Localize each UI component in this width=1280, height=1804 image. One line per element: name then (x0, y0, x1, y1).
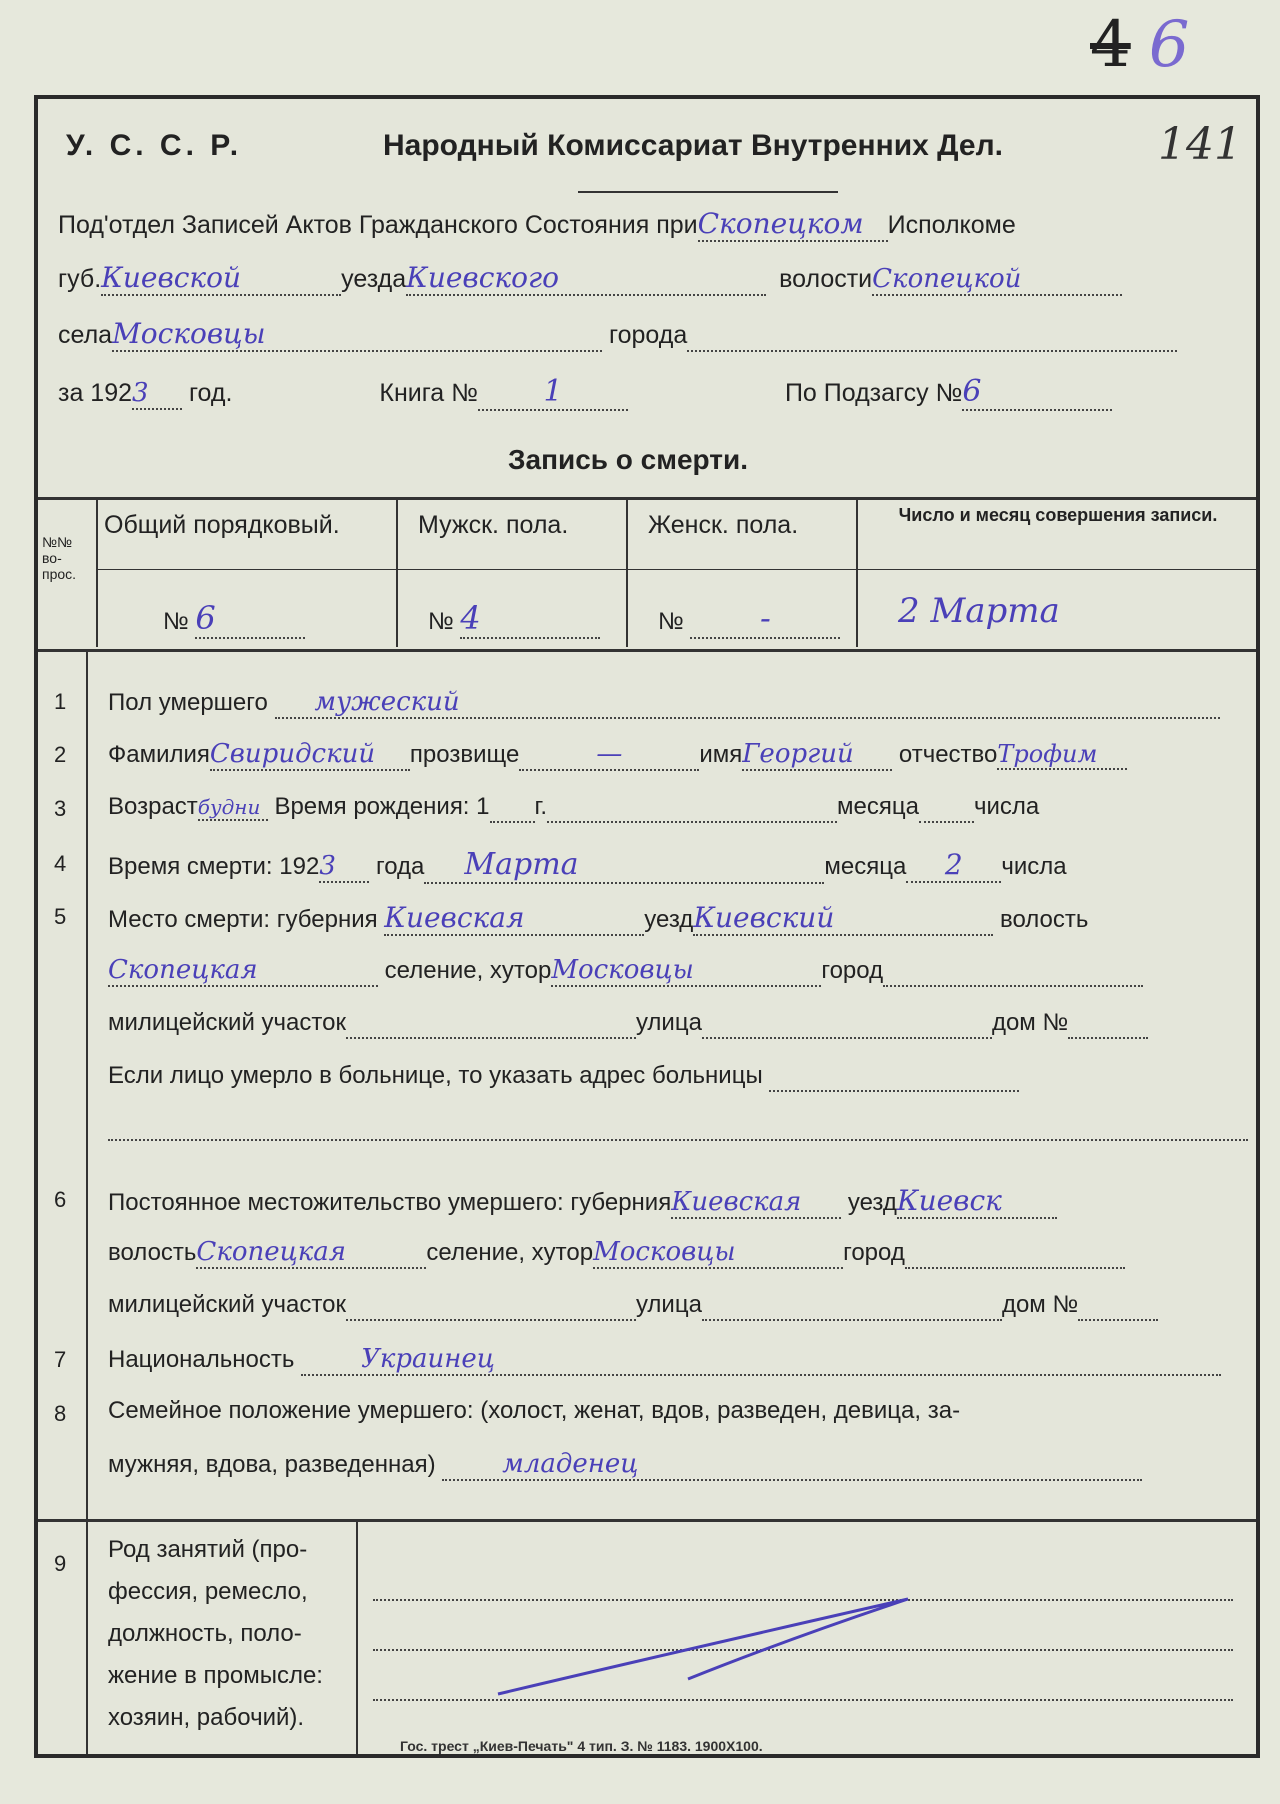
occupation-label-4: жение в промысле: (108, 1662, 323, 1689)
death-place-label: Место смерти: губерния (108, 906, 378, 933)
male-value: 4 (460, 599, 600, 639)
first-name-label: имя (699, 741, 743, 768)
podzags-handwritten: 6 (962, 374, 1112, 411)
family-status-line-2 (108, 1449, 1142, 1481)
table-divider (96, 497, 98, 647)
residence-line (108, 1184, 1057, 1219)
date-header: Число и месяц совершения записи. (898, 505, 1218, 525)
day-label: числа (1001, 853, 1067, 880)
death-time-label: Время смерти: 192 (108, 853, 320, 880)
department-line (58, 207, 1016, 242)
month-label: месяца (837, 793, 919, 820)
corner-number: 6 (1148, 8, 1190, 82)
page-number-handwritten: 141 (1158, 119, 1242, 170)
department-prefix: Под'отдел Записей Актов Гражданского Состояния при (58, 211, 698, 239)
general-number-header: Общий порядковый. (104, 511, 340, 539)
question-column-rule (86, 649, 88, 1754)
nationality-value: Украинец (301, 1344, 1221, 1376)
house-label: дом № (1001, 1291, 1079, 1318)
street-label: улица (635, 1291, 702, 1318)
death-volost-value: Скопецкая (108, 955, 378, 987)
corner-strike-number: 4 (1090, 8, 1131, 82)
residence-gub-value: Киевская (671, 1187, 841, 1219)
birth-day-blank (919, 793, 974, 823)
residence-house-blank (1078, 1291, 1158, 1321)
surname-label: Фамилия (108, 741, 210, 768)
q-number: 6 (54, 1187, 67, 1212)
kniga-label: Книга № (379, 379, 478, 407)
patronymic-label: отчество (898, 741, 998, 768)
residence-city-blank (905, 1239, 1125, 1269)
street-label: улица (635, 1009, 702, 1036)
hospital-line (108, 1062, 1019, 1092)
death-day-value: 2 (906, 848, 1001, 883)
death-militia-line (108, 1009, 1148, 1039)
selo-label: села (58, 321, 113, 349)
table-mid-rule (96, 569, 1256, 570)
gub-line (58, 261, 1122, 296)
table-divider (856, 497, 858, 647)
section-9-rule (38, 1519, 1256, 1522)
birth-year-blank (490, 793, 535, 823)
record-title: Запись о смерти. (508, 444, 748, 475)
nationality-line (108, 1344, 1221, 1376)
residence-label: Постоянное местожительство умершего: губерния (108, 1189, 672, 1216)
podzags-label: По Подзагсу № (784, 379, 963, 407)
nickname-value: — (519, 739, 699, 771)
family-status-line (108, 1397, 960, 1425)
volost-label: волости (779, 265, 873, 293)
age-value: будни (198, 795, 268, 821)
no-label: № (658, 608, 684, 635)
house-label: дом № (991, 1009, 1069, 1036)
male-cell (428, 599, 600, 639)
day-label: числа (973, 793, 1040, 820)
residence-street-blank (702, 1291, 1002, 1321)
no-label: № (428, 608, 454, 635)
residence-village-value: Московцы (593, 1237, 843, 1269)
department-suffix: Исполкоме (887, 211, 1016, 239)
militia-label: милицейский участок (108, 1009, 346, 1036)
death-city-blank (883, 957, 1143, 987)
sex-line (108, 687, 1220, 719)
uezd-label: уезда (341, 265, 407, 293)
q-number: 1 (54, 689, 67, 714)
no-label: № (163, 608, 189, 635)
sex-label: Пол умершего (108, 689, 268, 716)
q-number: 9 (54, 1551, 67, 1576)
militia-label: милицейский участок (108, 1291, 346, 1318)
family-status-label: Семейное положение умершего: (холост, женат, вдов, разведен, девица, за- (108, 1397, 961, 1424)
table-divider (396, 497, 398, 647)
q-number: 4 (54, 851, 67, 876)
volost-label: волость (108, 1239, 197, 1266)
year-suffix: год. (188, 379, 233, 407)
residence-militia-blank (346, 1291, 636, 1321)
hospital-blank (769, 1062, 1019, 1092)
department-handwritten: Скопецком (698, 207, 888, 242)
city-label: город (843, 1239, 905, 1266)
death-month-value: Марта (424, 847, 824, 884)
nationality-label: Национальность (108, 1346, 295, 1373)
family-status-value: младенец (442, 1449, 1142, 1481)
commissariat-heading: Народный Комиссариат Внутренних Дел. (383, 129, 1003, 162)
occupation-label-1: Род занятий (про- (108, 1536, 308, 1563)
death-place-line-2 (108, 955, 1143, 987)
hospital-blank-2 (108, 1111, 1248, 1141)
q-number: 7 (54, 1347, 67, 1372)
q-number: 8 (54, 1401, 67, 1426)
question-number-header: №№ во-прос. (42, 534, 77, 582)
death-gub-value: Киевская (384, 901, 644, 936)
gub-label: губ. (58, 265, 102, 293)
volost-handwritten: Скопецкой (872, 264, 1122, 296)
occupation-label-2: фессия, ремесло, (108, 1578, 308, 1605)
surname-value: Свиридский (210, 739, 410, 771)
date-value: 2 Марта (898, 591, 1060, 631)
death-year-value: 3 (319, 851, 369, 883)
female-header: Женск. пола. (648, 511, 799, 539)
residence-line-2 (108, 1237, 1125, 1269)
death-uezd-value: Киевский (693, 901, 993, 936)
age-line (108, 793, 1039, 823)
residence-volost-value: Скопецкая (196, 1237, 426, 1269)
village-label: селение, хутор (384, 957, 552, 984)
birth-label: Время рождения: 1 (274, 793, 490, 820)
patronymic-value: Трофим (997, 740, 1127, 770)
general-number-cell (163, 599, 305, 639)
ussr-heading: У. С. С. Р. (66, 129, 243, 162)
gorod-label: города (609, 321, 688, 349)
q-number: 3 (54, 796, 67, 821)
table-top-rule (38, 497, 1256, 500)
male-header: Мужск. пола. (418, 511, 569, 539)
uezd-handwritten: Киевского (406, 261, 766, 296)
death-village-value: Московцы (551, 955, 821, 987)
header-rule (578, 191, 838, 193)
female-cell (658, 599, 840, 639)
family-status-label-2: мужняя, вдова, разведенная) (108, 1451, 436, 1478)
occupation-dash-stroke (488, 1579, 988, 1709)
village-label: селение, хутор (426, 1239, 594, 1266)
table-divider (626, 497, 628, 647)
selo-handwritten: Московцы (112, 317, 602, 352)
selo-line (58, 317, 1177, 352)
table-bottom-rule (38, 649, 1256, 652)
age-label: Возраст (108, 793, 198, 820)
goda-label: года (375, 853, 425, 880)
year-label: за 192 (58, 379, 133, 407)
gub-handwritten: Киевской (101, 261, 341, 296)
uezd-label: уезд (847, 1189, 897, 1216)
gorod-blank (687, 321, 1177, 352)
occupation-label-5: хозяин, рабочий). (108, 1704, 305, 1731)
kniga-handwritten: 1 (478, 374, 628, 411)
year-abbr-label: г. (534, 793, 547, 820)
hospital-line-2 (108, 1111, 1248, 1141)
corner-archive-mark (1090, 8, 1189, 82)
city-label: город (821, 957, 884, 984)
female-value: - (690, 599, 840, 639)
nickname-label: прозвище (409, 741, 520, 768)
year-line (58, 374, 1112, 411)
year-handwritten: 3 (132, 378, 182, 410)
q-number: 5 (54, 904, 67, 929)
death-record-form (34, 95, 1260, 1758)
first-name-value: Георгий (742, 739, 892, 771)
death-time-line (108, 847, 1067, 884)
section-9-divider (356, 1519, 358, 1754)
month-label: месяца (824, 853, 907, 880)
printer-imprint: Гос. трест „Киев-Печать" 4 тип. З. № 1183. 1900Х100. (400, 1738, 763, 1754)
death-house-blank (1068, 1009, 1148, 1039)
hospital-label: Если лицо умерло в больнице, то указать адрес больницы (108, 1062, 763, 1089)
uezd-label: уезд (644, 906, 694, 933)
q-number: 2 (54, 742, 67, 767)
general-number-value: 6 (195, 599, 305, 639)
residence-uezd-value: Киевск (897, 1184, 1057, 1219)
sex-value: мужеский (275, 687, 1220, 719)
birth-month-blank (547, 793, 837, 823)
volost-label: волость (999, 906, 1089, 933)
death-place-line (108, 901, 1088, 936)
death-militia-blank (346, 1009, 636, 1039)
residence-militia-line (108, 1291, 1158, 1321)
occupation-label-3: должность, поло- (108, 1620, 302, 1647)
name-line (108, 739, 1127, 771)
occupation-label (108, 1529, 323, 1739)
death-street-blank (702, 1009, 992, 1039)
